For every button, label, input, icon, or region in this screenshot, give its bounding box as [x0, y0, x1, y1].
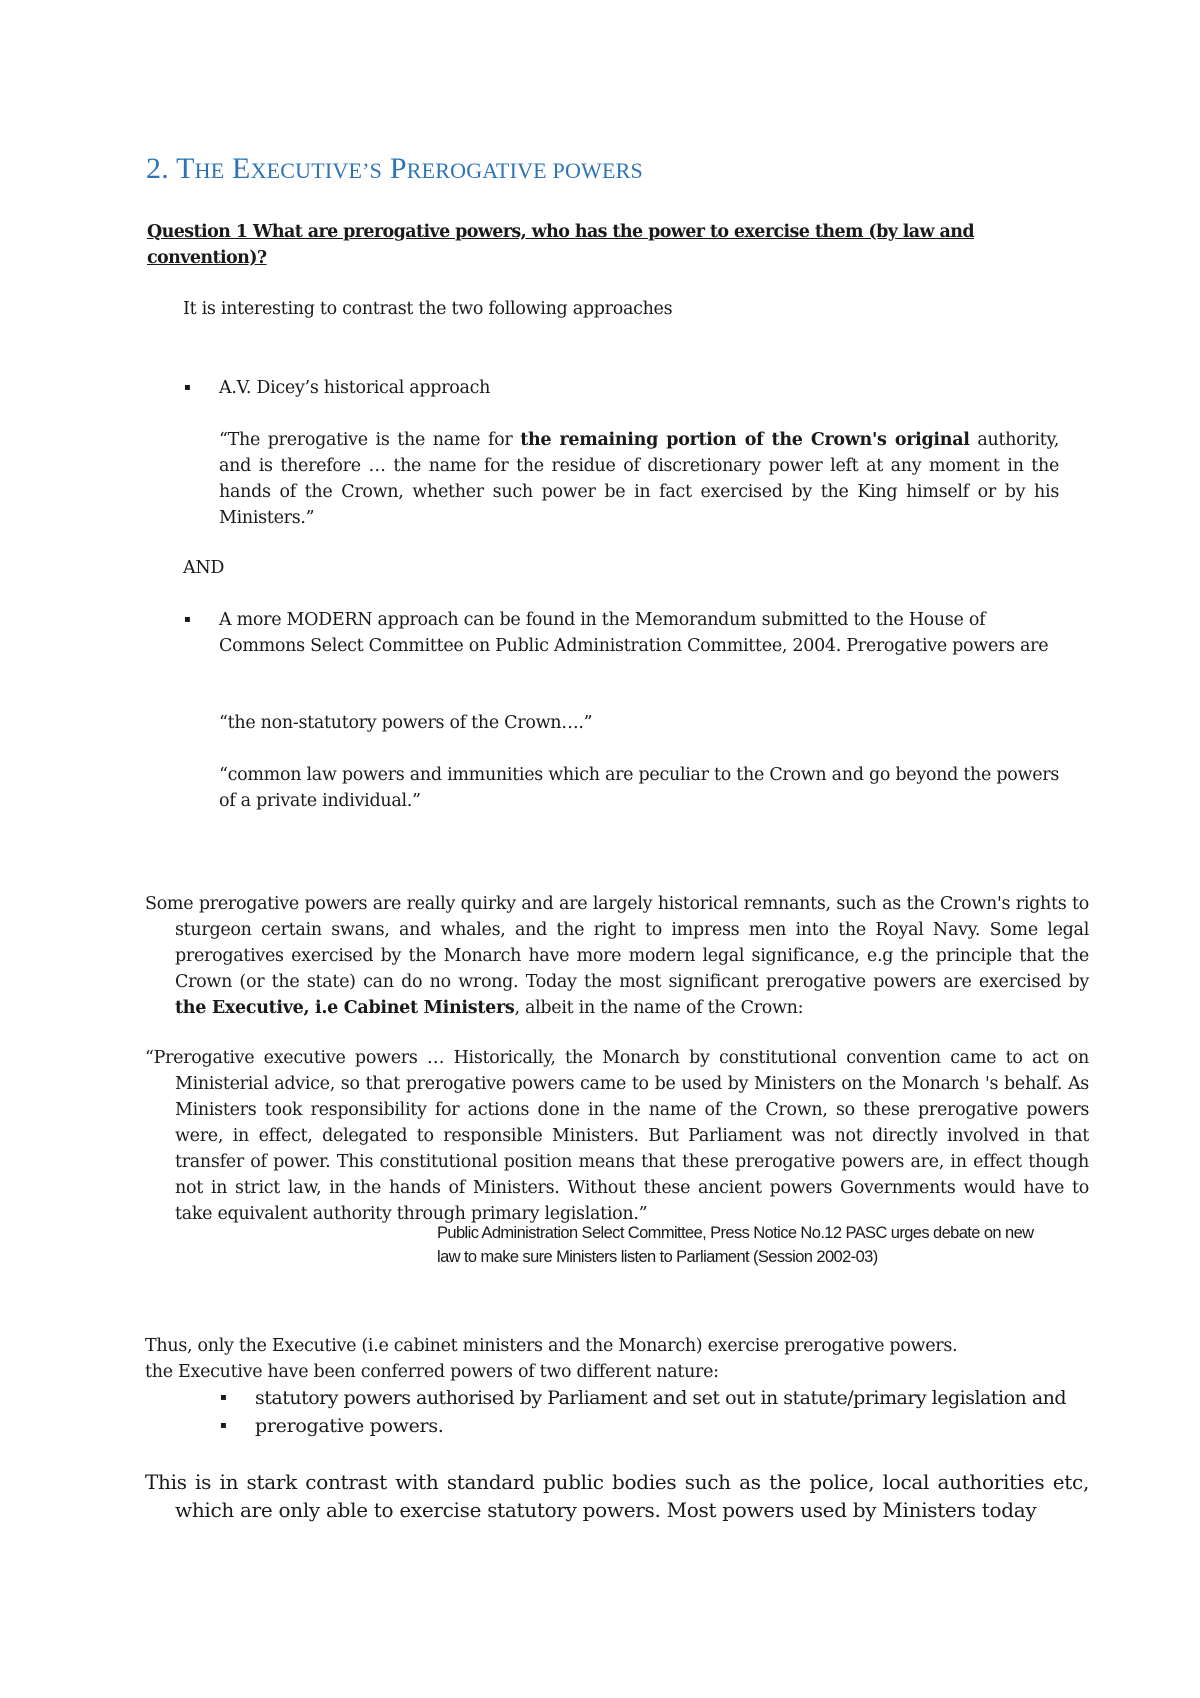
power-item-prerogative: prerogative powers. — [255, 1415, 444, 1437]
bullet-icon: ▪ — [220, 1392, 227, 1403]
pasc-quote: “Prerogative executive powers … Historically, the Monarch by constitutional convention came to act on Ministerial advice, so that prerogative powers came to be used by Ministers on the Monarch 's behalf. As Ministers took responsibility for actions done in the name of the Crown, so these prerogative powers were, in effect, delegated to responsible Ministers. But Parliament was not directly involved in that transfer of power. This constitutional position means that these prerogative powers are, in effect though not in strict law, in the hands of Ministers. Without these ancient powers Governments would have to take equivalent authority through primary legislation.” — [145, 1048, 1089, 1224]
intro-text: It is interesting to contrast the two following approaches — [183, 299, 673, 319]
bullet-icon: ▪ — [184, 382, 191, 393]
modern-quote-2: “common law powers and immunities which are peculiar to the Crown and go beyond the powers of a private individual.” — [219, 765, 1059, 811]
dicey-quote: “The prerogative is the name for the remaining portion of the Crown's original authority, and is therefore … the name for the residue of discretionary power left at any moment in the hands of the Crown, whether such power be in fact exercised by the King himself or by his Ministers.” — [219, 430, 1060, 528]
thus-line-1: Thus, only the Executive (i.e cabinet ministers and the Monarch) exercise prerogative powers. — [145, 1336, 958, 1356]
citation: Public Administration Select Committee, Press Notice No.12 PASC urges debate on new law to make sure Ministers listen to Parliament (Session 2002-03) — [437, 1224, 1034, 1266]
modern-approach-label: A more MODERN approach can be found in the Memorandum submitted to the House of Commons Select Committee on Public Administration Committee, 2004. Prerogative powers are — [219, 610, 1049, 656]
power-item-statutory: statutory powers authorised by Parliament and set out in statute/primary legislation and — [255, 1387, 1067, 1409]
thus-line-2: the Executive have been conferred powers of two different nature: — [145, 1362, 719, 1382]
heading-number: 2. — [146, 152, 169, 185]
and-label: AND — [183, 558, 225, 578]
executive-emphasis: the Executive, i.e Cabinet Ministers — [175, 998, 515, 1018]
modern-quote-1: “the non-statutory powers of the Crown….” — [219, 713, 593, 733]
bullet-icon: ▪ — [220, 1420, 227, 1431]
bullet-icon: ▪ — [184, 614, 191, 625]
dicey-approach-label: A.V. Dicey’s historical approach — [219, 378, 491, 398]
dicey-quote-emphasis: the remaining portion of the Crown's original — [520, 430, 970, 450]
contrast-paragraph: This is in stark contrast with standard public bodies such as the police, local authorities etc, which are only able to exercise statutory powers. Most powers used by Ministers today — [145, 1470, 1089, 1522]
heading-word-prerogative: PREROGATIVE POWERS — [389, 152, 643, 185]
quirky-powers-paragraph: Some prerogative powers are really quirky and are largely historical remnants, such as the Crown's rights to sturgeon certain swans, and whales, and the right to impress men into the Royal Navy. Some legal prerogatives exercised by the Monarch have more modern legal significance, e.g the principle that the Crown (or the state) can do no wrong. Today the most significant prerogative powers are exercised by the Executive, i.e Cabinet Ministers, albeit in the name of the Crown: — [145, 894, 1089, 1018]
question-title: Question 1 What are prerogative powers, who has the power to exercise them (by law and convention)? — [147, 222, 975, 268]
heading-word-the: THE — [176, 152, 225, 185]
heading-word-executive: EXECUTIVE’S — [232, 152, 383, 185]
section-heading — [146, 152, 643, 186]
